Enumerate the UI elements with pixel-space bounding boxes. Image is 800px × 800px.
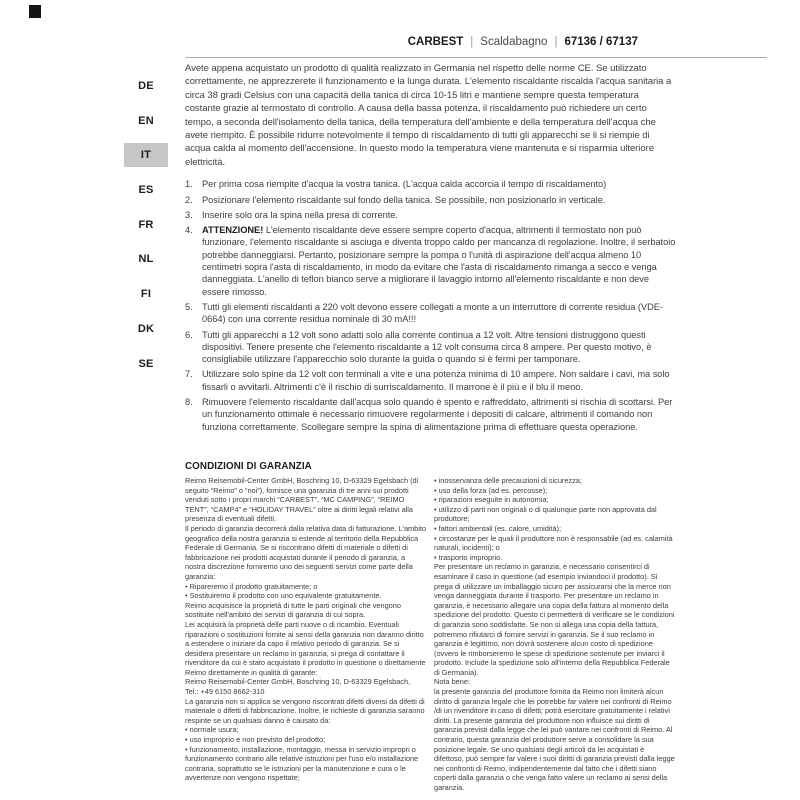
language-tab-dk: DK <box>137 322 155 335</box>
warranty-bullet: • normale usura; <box>185 725 426 735</box>
step-number: 7. <box>185 369 193 380</box>
warranty-paragraph: Per presentare un reclamo in garanzia, è necessario consentirci di esaminare il caso in questione (ad esempio inviandoci il prodotto). Si prega di utilizzare un imballaggio sicuro per assicurarsi che la merce non venga danneggiata durante il trasporto. Per presentare un reclamo in garanzia, è necessario allegare una copia della fattura al momento della spedizione del prodotto. Questo ci permetterà di verificare se le condizioni di garanzia sono soddisfatte. Se non si allega una copia della fattura, potremmo rifiutarci di fornire servizi in garanzia. Se il suo reclamo in garanzia è legittimo, non dovrà sostenere alcun costo di spedizione (ovvero le rimborseremo le spese di spedizione sostenute per inviarci il prodotto. Include la spedizione solo all'interno della Repubblica Federale di Germania). <box>434 562 675 677</box>
step-number: 3. <box>185 209 193 220</box>
step-8 <box>185 396 676 433</box>
warranty-address: Reimo Reisemobil-Center GmbH, Boschring 10, D-63329 Egelsbach, <box>185 677 411 687</box>
brand-name: CARBEST <box>407 36 464 48</box>
warranty-bullet: • trasporto improprio. <box>434 553 676 563</box>
header-separator: | <box>554 36 558 48</box>
step-6 <box>185 329 676 366</box>
step-text: Tutti gli apparecchi a 12 volt sono adatti solo alla corrente continua a 12 volt. Altre tensioni distruggono questi dispositivi. Tenere presente che l'elemento riscaldante a 12 volt consuma circa 8 ampere. Per questo motivo, è consigliabile utilizzare l'apparecchio solo durante la guida o quando si è fermi per tamponare. <box>202 329 652 365</box>
warranty-paragraph: Reimo Reisemobil-Center GmbH, Boschring 10, D-63329 Egelsbach (di seguito “Reimo” o “noi”), fornisce una garanzia di tre anni sui prodotti venduti sotto i propri marchi “CARBEST”, “MC CAMPING”, “REIMO TENT”, “CAMP4” e “HOLIDAY TRAVEL” oltre ai diritti legali relativi alla presenza di eventuali difetti. <box>185 476 419 524</box>
warranty-bullet: • inosservanza delle precauzioni di sicurezza; <box>434 476 676 486</box>
warranty-bullet: • riparazioni eseguite in autonomia; <box>434 495 676 505</box>
step-text <box>202 224 676 298</box>
language-tab-se: SE <box>138 357 154 370</box>
warranty-bullet: • funzionamento, installazione, montaggio, messa in servizio impropri o funzionamento contrario alle relative istruzioni per l'uso e/o installazione contraria, soprattutto se le istruzioni per la manutenzione e cura o le avvertenze non vengono rispettate; <box>185 745 426 783</box>
article-numbers: 67136 / 67137 <box>564 36 638 48</box>
step-number: 2. <box>185 194 193 205</box>
warranty-paragraph: La garanzia non si applica se vengono riscontrati difetti diversi da difetti di materiale o difetti di fabbricazione. Inoltre, le richieste di garanzia saranno respinte se un qualsiasi danno è causato da: <box>185 696 425 725</box>
warranty-paragraph: Reimo acquisisce la proprietà di tutte le parti originali che vengono sostituite nell'ambito dei servizi di garanzia di cui sopra. <box>185 600 401 620</box>
language-tab-en: EN <box>138 114 154 127</box>
step-text: Tutti gli elementi riscaldanti a 220 volt devono essere collegati a monte a un interruttore di corrente residua (VDE-0664) con una corrente residua nominale di 30 mA!!! <box>202 301 663 325</box>
warranty-bullet: • fattori ambientali (es. calore, umidità); <box>434 524 676 534</box>
instructions-section <box>185 62 676 436</box>
warranty-paragraph: la presente garanzia del produttore fornita da Reimo non limiterà alcun diritto di garanzia legale che lei potrebbe far valere nei confronti di Reimo /di un rivenditore in caso di difetti; potrà esercitare gratuitamente i relativi diritti. La presente garanzia del produttore non influisce sui diritti di garanzia previsti dalla legge che lei può vantare nei confronti di Reimo. Al contrario, questa garanzia del produttore serve a consolidare la sua posizione legale. Se uno qualsiasi degli articoli da lei acquistati è difettoso, può sempre far valere i suoi diritti di garanzia previsti dalla legge nei confronti di Reimo, indipendentemente dal fatto che i difetti siano coperti dalla garanzia o che venga fatto valere un reclamo ai sensi della garanzia. <box>434 687 675 792</box>
language-tab-de: DE <box>138 80 154 92</box>
step-text: Posizionare l'elemento riscaldante sul fondo della tanica. Se possibile, non posizionarlo in verticale. <box>202 194 606 205</box>
warranty-bullet: • circostanze per le quali il produttore non è responsabile (ad es. calamità naturali, incidenti); o <box>434 534 676 553</box>
warranty-bullet: • Ripareremo il prodotto gratuitamente; o <box>185 582 426 592</box>
warranty-title: CONDIZIONI DI GARANZIA <box>185 461 312 472</box>
step-number: 5. <box>185 301 193 312</box>
page-header <box>185 36 638 48</box>
warranty-note-label: Nota bene: <box>434 677 470 687</box>
step-number: 8. <box>185 397 193 407</box>
step-number: 1. <box>185 179 193 190</box>
language-tab-fr: FR <box>138 218 154 231</box>
step-text: Utilizzare solo spine da 12 volt con terminali a vite e una potenza minima di 10 ampere. Non saldare i cavi, ma solo fissarli o avvitarli. Altrimenti c'è il rischio di surriscaldamento. Il marrone è il più e il blu il meno. <box>202 369 670 392</box>
step-text: Inserire solo ora la spina nella presa di corrente. <box>202 209 398 220</box>
language-tab-fi: FI <box>140 288 152 301</box>
step-text: Rimuovere l'elemento riscaldante dall'acqua solo quando è spento e raffreddato, altrimenti si rischia di scottarsi. Per un funzionamento ottimale è necessario rimuovere regolarmente i depositi di calcare, altrimenti il comando non funziona correttamente. Scollegare sempre la spina di alimentazione prima di effettuare questa operazione. <box>202 397 673 432</box>
warranty-bullet: • uso improprio e non previsto del prodotto; <box>185 735 426 745</box>
warranty-column-left <box>185 476 426 793</box>
step-text: Per prima cosa riempite d'acqua la vostra tanica. (L'acqua calda accorcia il tempo di riscaldamento) <box>202 179 607 190</box>
step-number: 4. <box>185 225 193 236</box>
attention-label: ATTENZIONE! <box>202 225 264 236</box>
step-2 <box>185 194 676 206</box>
warranty-paragraph: Il periodo di garanzia decorrerà dalla relativa data di fatturazione. L'ambito geografico della nostra garanzia si estende al territorio della Repubblica Federale di Germania. Se si riscontrano difetti di materiale o difetti di fabbricazione nei prodotti acquistati durante il periodo di garanzia, a nostra discrezione forniremo uno dei seguenti servizi come parte della garanzia: <box>185 523 427 581</box>
header-separator: | <box>470 36 474 48</box>
warranty-column-right <box>434 476 676 793</box>
step-text-body: L'elemento riscaldante deve essere sempre coperto d'acqua, altrimenti il termostato non può funzionare, l'elemento riscaldante si asciuga e diventa troppo caldo per mancanza di regolazione. Inoltre, il serbatoio potrebbe danneggiarsi. Pertanto, posizionare sempre la pompa o l'unità di aspirazione dell'acqua almeno 10 centimetri sopra l'asta di riscaldamento, in modo da evitare che l'asta di riscaldamento rimanga a secco e venga danneggiata. L'anello di teflon bianco serve a migliorare il lavaggio intorno all'elemento riscaldante e non deve essere rimosso. <box>202 225 676 297</box>
language-tab-it-active: IT <box>124 143 168 167</box>
step-7 <box>185 368 676 393</box>
instruction-steps <box>185 178 676 433</box>
step-5 <box>185 301 676 326</box>
step-3 <box>185 209 676 221</box>
step-4 <box>185 224 676 298</box>
page-edge-mark <box>29 5 41 18</box>
language-tab-nl: NL <box>138 253 154 266</box>
warranty-bullet: • Sostituiremo il prodotto con uno equivalente gratuitamente. <box>185 591 426 601</box>
step-number: 6. <box>185 329 193 340</box>
language-index <box>124 74 168 386</box>
header-divider <box>186 57 767 58</box>
step-1 <box>185 178 676 190</box>
product-name: Scaldabagno <box>480 36 548 48</box>
intro-paragraph: Avete appena acquistato un prodotto di qualità realizzato in Germania nel rispetto delle norme CE. Se utilizzato correttamente, ne apprezzerete il funzionamento e la lunga durata. L'elemento riscaldante riscalda l'acqua sanitaria a circa 38 gradi Celsius con una capacità della tanica di circa 10-15 litri e mantiene sempre questa temperatura costante grazie al termostato di controllo. A causa della bassa potenza, il riscaldamento può richiedere un certo tempo, a seconda dell'isolamento della tanica, della temperatura dell'ambiente e della temperatura dell'acqua che avete riempito. È possibile ridurre notevolmente il tempo di riscaldamento di tutti gli apparecchi se li si riempie di acqua calda al momento dell'accensione. In questo modo la temperatura viene mantenuta e si risparmia ulteriore elettricità. <box>185 63 672 168</box>
warranty-section <box>185 461 676 793</box>
warranty-bullet: • utilizzo di parti non originali o di qualunque parte non approvata dal produttore; <box>434 505 676 524</box>
warranty-bullet: • uso della forza (ad es. percosse); <box>434 486 676 496</box>
language-tab-es: ES <box>138 184 154 197</box>
warranty-paragraph: Lei acquisirà la proprietà delle parti nuove o di ricambio. Eventuali riparazioni o sostituzioni fornite ai sensi della garanzia non daranno diritto a estendere o iniziare da capo il relativo periodo di garanzia. Se si desidera presentare un reclamo in garanzia, si prega di contattare il rivenditore da cui è stato acquistato il prodotto in questione o direttamente Reimo direttamente in qualità di garante: <box>185 619 426 677</box>
warranty-phone: Tel.: +49 6150 8662-310 <box>185 687 265 697</box>
